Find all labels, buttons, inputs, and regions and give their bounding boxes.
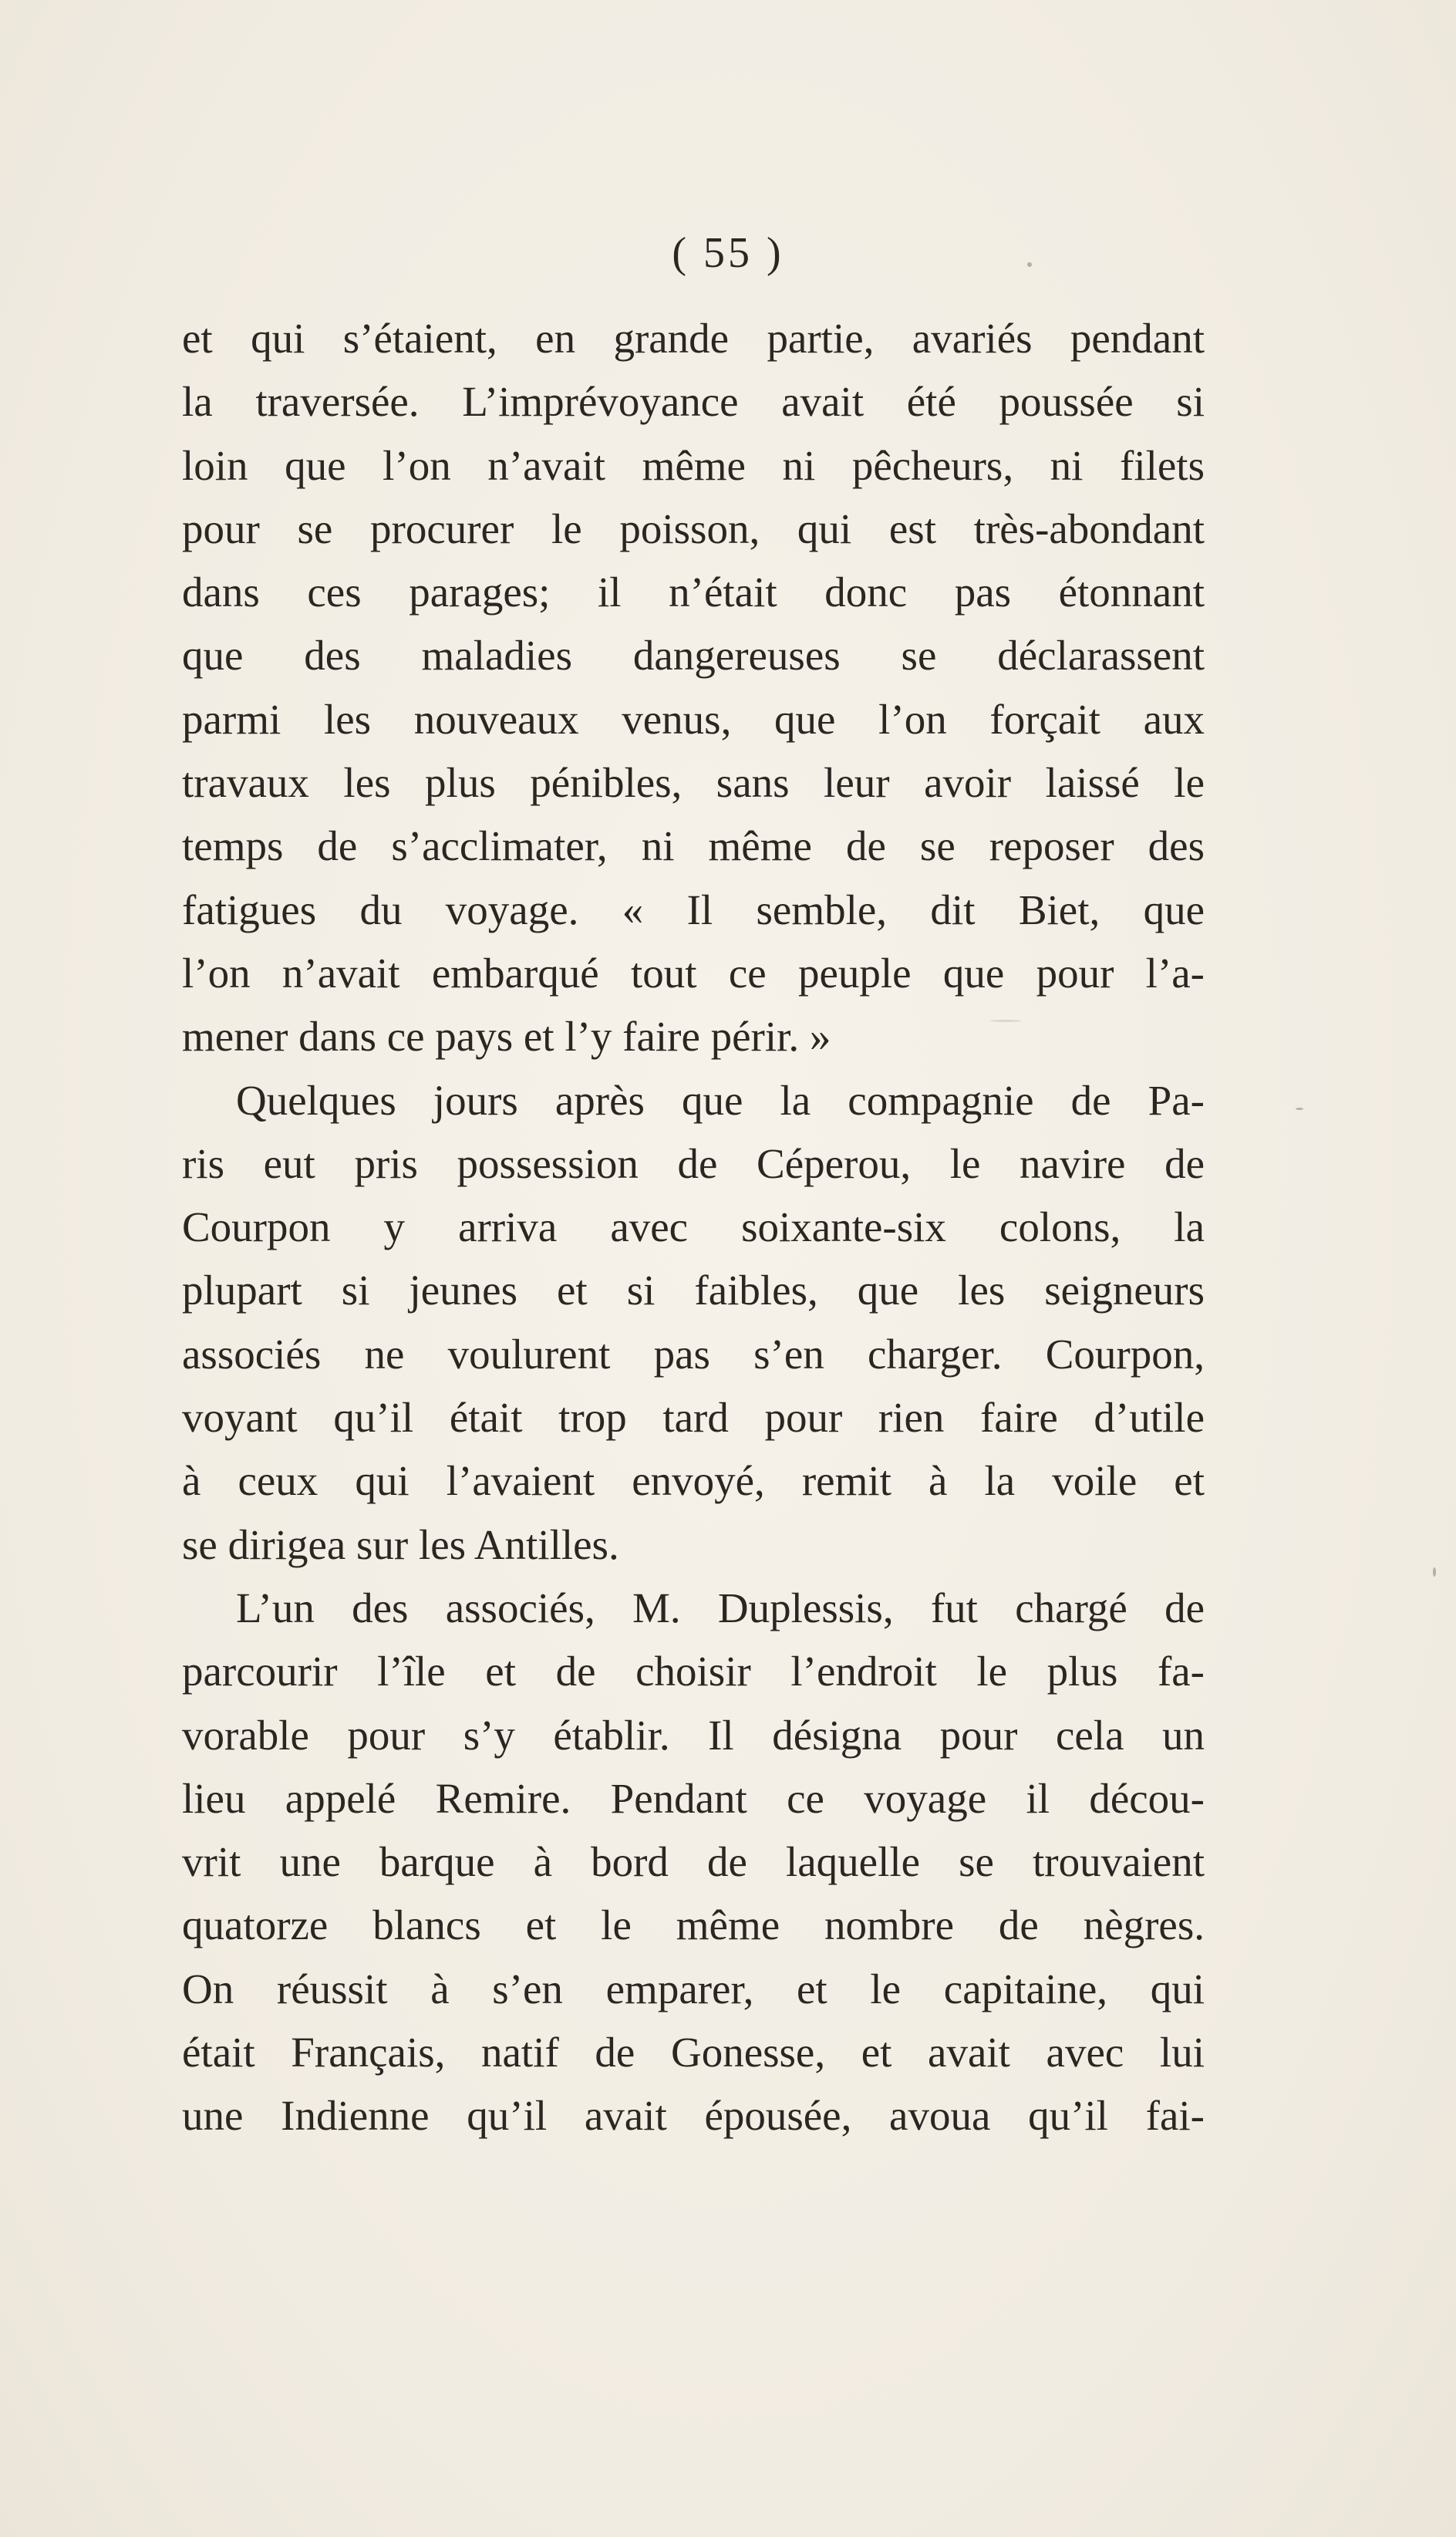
paper-speck [1027,262,1032,267]
text-line: l’on n’avait embarqué tout ce peuple que pour l’a- [182,949,1205,997]
paper-speck [990,1020,1021,1022]
body-text [182,307,1205,2148]
text-line: loin que l’on n’avait même ni pêcheurs, ni filets [182,441,1205,489]
text-line: à ceux qui l’avaient envoyé, remit à la voile et [182,1457,1205,1505]
text-line: mener dans ce pays et l’y faire périr. » [182,1013,831,1061]
text-line: se dirigea sur les Antilles. [182,1520,619,1568]
text-line: travaux les plus pénibles, sans leur avoir laissé le [182,759,1205,807]
text-line: Courpon y arriva avec soixante-six colons, la [182,1203,1205,1251]
text-line: lieu appelé Remire. Pendant ce voyage il décou- [182,1774,1205,1822]
text-line: la traversée. L’imprévoyance avait été poussée si [182,378,1205,426]
text-line: L’un des associés, M. Duplessis, fut chargé de [236,1584,1205,1631]
text-line: quatorze blancs et le même nombre de nègres. [182,1901,1205,1949]
text-line: et qui s’étaient, en grande partie, avariés pendant [182,315,1205,362]
text-line: parcourir l’île et de choisir l’endroit le plus fa- [182,1648,1205,1695]
text-line: plupart si jeunes et si faibles, que les seigneurs [182,1267,1205,1314]
paper-speck [1296,1108,1303,1110]
text-line: pour se procurer le poisson, qui est très-abondant [182,504,1205,552]
text-line: fatigues du voyage. « Il semble, dit Biet, que [182,886,1205,933]
text-line: Quelques jours après que la compagnie de Pa- [236,1076,1205,1124]
text-line: dans ces parages; il n’était donc pas étonnant [182,568,1205,616]
text-line: que des maladies dangereuses se déclarassent [182,632,1205,680]
text-line: voyant qu’il était trop tard pour rien faire d’utile [182,1394,1205,1442]
text-line: vrit une barque à bord de laquelle se trouvaient [182,1838,1205,1886]
text-line: vorable pour s’y établir. Il désigna pour cela un [182,1711,1205,1759]
text-line: était Français, natif de Gonesse, et avait avec lui [182,2029,1205,2076]
text-line: associés ne voulurent pas s’en charger. Courpon, [182,1330,1205,1378]
text-line: parmi les nouveaux venus, que l’on forçait aux [182,695,1205,743]
text-line: une Indienne qu’il avait épousée, avoua qu’il fai- [182,2092,1205,2140]
text-line: ris eut pris possession de Céperou, le navire de [182,1139,1205,1187]
page-number: ( 55 ) [672,229,784,277]
text-line: On réussit à s’en emparer, et le capitaine, qui [182,1965,1205,2012]
paper-speck [1433,1567,1436,1577]
text-line: temps de s’acclimater, ni même de se reposer des [182,822,1205,870]
